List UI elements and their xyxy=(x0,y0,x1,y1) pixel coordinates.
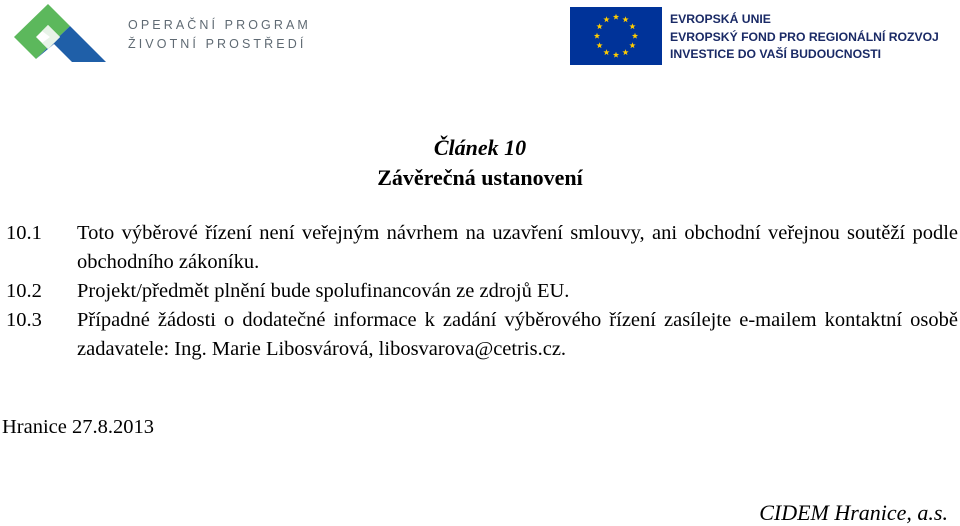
eu-logo-text xyxy=(670,11,939,64)
section-text: Projekt/předmět plnění bude spolufinancován ze zdrojů EU. xyxy=(77,280,570,302)
section-number: 10.1 xyxy=(6,222,42,244)
eu-logo-line2: EVROPSKÝ FOND PRO REGIONÁLNÍ ROZVOJ xyxy=(670,29,939,44)
eu-logo-line1: EVROPSKÁ UNIE xyxy=(670,12,771,26)
eu-logo-line3: INVESTICE DO VAŠÍ BUDOUCNOSTI xyxy=(670,47,882,62)
article-title: Článek 10 xyxy=(433,135,527,160)
op-logo-line1: OPERAČNÍ PROGRAM xyxy=(128,18,311,32)
section-text: Případné žádosti o dodatečné informace k zadání výběrového řízení zasílejte e-mailem kontaktní osobě zadavatele: Ing. Marie Libosvárová, libosvarova@cetris.cz. xyxy=(77,309,958,360)
op-logo-mark-icon xyxy=(6,0,116,74)
section-number: 10.3 xyxy=(6,309,42,331)
op-logo-line2: ŽIVOTNÍ PROSTŘEDÍ xyxy=(128,37,307,52)
eu-flag-icon xyxy=(570,7,662,65)
signature: CIDEM Hranice, a.s. xyxy=(759,500,948,525)
op-zivotni-prostredi-logo xyxy=(6,0,311,74)
section-text: Toto výběrové řízení není veřejným návrhem na uzavření smlouvy, ani obchodní veřejnou soutěží podle obchodního zákoníku. xyxy=(77,222,958,273)
eu-logo xyxy=(570,7,950,67)
section-number: 10.2 xyxy=(6,280,42,302)
article-subtitle: Závěrečná ustanovení xyxy=(377,165,583,190)
op-logo-text xyxy=(128,16,311,55)
place-date: Hranice 27.8.2013 xyxy=(2,416,154,438)
